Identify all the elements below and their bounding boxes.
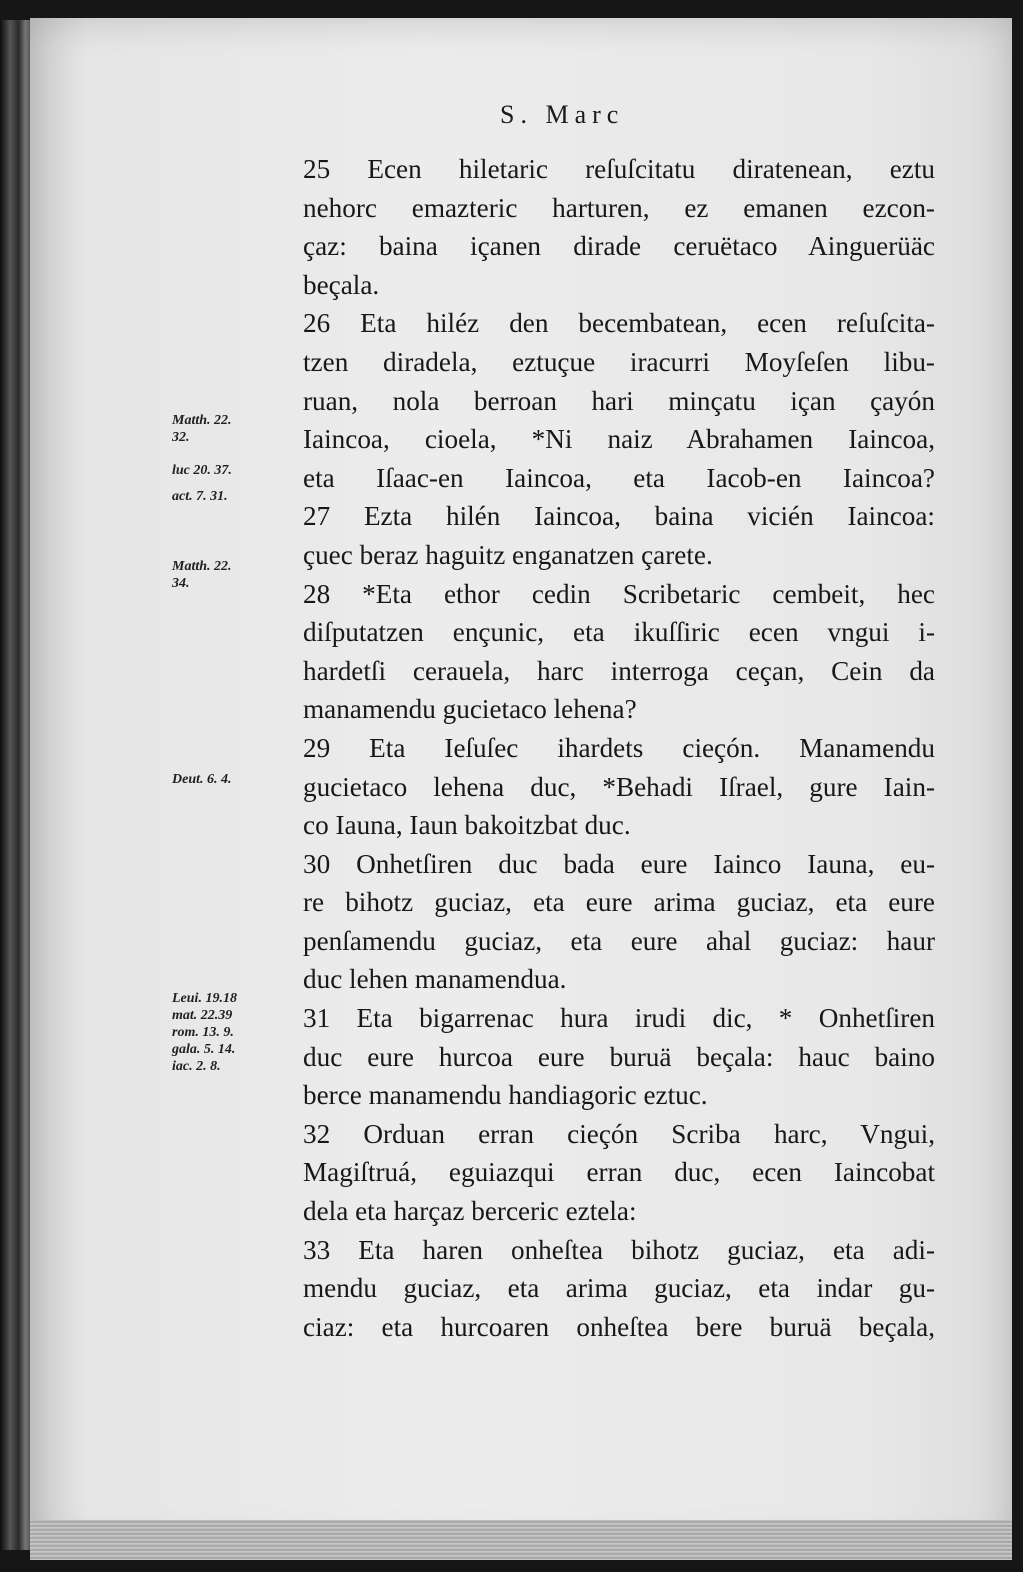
margin-note-line: mat. 22.39 (172, 1008, 233, 1023)
text-line: nehorc emazteric harturen, ez emanen ezcon- (303, 192, 935, 223)
margin-note-deut-6-4 (172, 771, 296, 788)
margin-note-line: rom. 13. 9. (172, 1025, 234, 1040)
text-line: beçala. (303, 269, 380, 300)
text-line: Magiſtruá, eguiazqui erran duc, ecen Iaincobat (303, 1157, 935, 1188)
margin-note-matth-22-34 (172, 558, 296, 592)
text-line: dela eta harçaz berceric eztela: (303, 1196, 637, 1227)
text-line: Iaincoa, cioela, *Ni naiz Abrahamen Iaincoa, (303, 424, 935, 455)
text-line: 28 *Eta ethor cedin Scribetaric cembeit, hec (303, 578, 935, 609)
text-line: 29 Eta Ieſuſec ihardets cieçón. Manamendu (303, 732, 935, 763)
text-line: 31 Eta bigarrenac hura irudi dic, * Onhetſiren (303, 1003, 935, 1034)
margin-note-line: 34. (172, 576, 190, 591)
text-line: gucietaco lehena duc, *Behadi Iſrael, gure Iain- (303, 771, 935, 802)
text-line: co Iauna, Iaun bakoitzbat duc. (303, 810, 631, 841)
text-line: duc lehen manamendua. (303, 964, 567, 995)
margin-note-line: luc 20. 37. (172, 463, 232, 478)
text-line: eta Iſaac-en Iaincoa, eta Iacob-en Iaincoa? (303, 462, 935, 493)
text-line: berce manamendu handiagoric eztuc. (303, 1080, 708, 1111)
text-line: ciaz: eta hurcoaren onheſtea bere buruä beçala, (303, 1311, 935, 1342)
text-line: çaz: baina içanen dirade ceruëtaco Ainguerüäc (303, 231, 935, 262)
margin-note-act-7-31 (172, 488, 296, 505)
text-line: ruan, nola berroan hari minçatu içan çayón (303, 385, 935, 416)
running-header: S. Marc (500, 100, 625, 129)
body-text (303, 150, 935, 1346)
text-line: 26 Eta hiléz den becembatean, ecen reſuſcita- (303, 308, 935, 339)
text-line: 27 Ezta hilén Iaincoa, baina vicién Iaincoa: (303, 501, 935, 532)
text-line: manamendu gucietaco lehena? (303, 694, 637, 725)
margin-note-line: Matth. 22. (172, 559, 232, 574)
margin-note-line: act. 7. 31. (172, 489, 228, 504)
text-line: 25 Ecen hiletaric reſuſcitatu diratenean, eztu (303, 154, 935, 184)
margin-note-line: iac. 2. 8. (172, 1059, 221, 1074)
text-line: tzen diradela, eztuçue iracurri Moyſeſen libu- (303, 346, 935, 377)
margin-note-line: Matth. 22. (172, 413, 232, 428)
text-line: duc eure hurcoa eure buruä beçala: hauc baino (303, 1041, 935, 1072)
text-line: diſputatzen ençunic, eta ikuſſiric ecen vngui i- (303, 617, 935, 648)
margin-note-line: Leui. 19.18 (172, 991, 237, 1006)
margin-note-leui-19-18 (172, 990, 296, 1075)
margin-note-matth-22-32 (172, 412, 296, 446)
book-spine (0, 20, 34, 1550)
margin-note-line: gala. 5. 14. (172, 1042, 236, 1057)
text-line: penſamendu guciaz, eta eure ahal guciaz: haur (303, 925, 935, 956)
text-line: 30 Onhetſiren duc bada eure Iainco Iauna, eu- (303, 848, 935, 879)
page-edges (30, 1520, 1012, 1560)
text-line: mendu guciaz, eta arima guciaz, eta indar gu- (303, 1273, 935, 1304)
text-line: 33 Eta haren onheſtea bihotz guciaz, eta adi- (303, 1234, 935, 1265)
margin-note-line: 32. (172, 430, 190, 445)
text-line: hardetſi cerauela, harc interroga ceçan, Cein da (303, 655, 935, 686)
text-line: 32 Orduan erran cieçón Scriba harc, Vngui, (303, 1118, 935, 1149)
margin-note-luc-20-37 (172, 462, 296, 479)
margin-note-line: Deut. 6. 4. (172, 772, 232, 787)
text-line: çuec beraz haguitz enganatzen çarete. (303, 539, 713, 570)
text-line: re bihotz guciaz, eta eure arima guciaz, eta eure (303, 887, 935, 918)
